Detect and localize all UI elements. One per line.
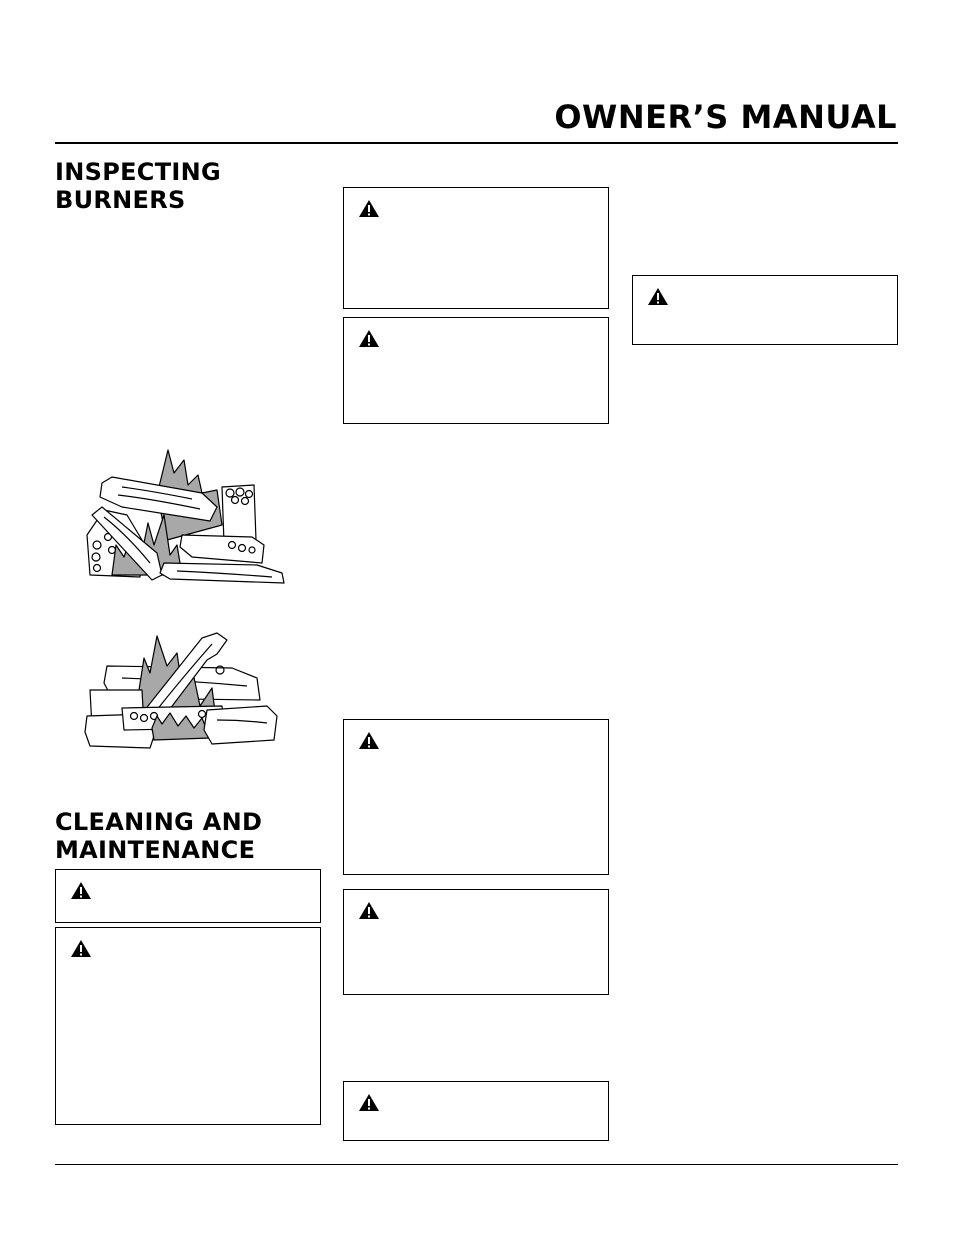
warning-triangle-icon bbox=[358, 329, 380, 348]
footer-rule bbox=[55, 1164, 898, 1165]
warning-box bbox=[343, 317, 609, 424]
warning-triangle-icon bbox=[358, 199, 380, 218]
warning-box bbox=[343, 1081, 609, 1141]
warning-box bbox=[343, 719, 609, 875]
warning-box bbox=[343, 187, 609, 309]
heading-inspecting-burners bbox=[55, 158, 221, 214]
heading-cleaning-maintenance bbox=[55, 808, 262, 864]
warning-triangle-icon bbox=[358, 1093, 380, 1112]
warning-box bbox=[632, 275, 898, 345]
page-title: OWNER’S MANUAL bbox=[554, 98, 897, 136]
heading-line: BURNERS bbox=[55, 186, 186, 214]
warning-triangle-icon bbox=[647, 287, 669, 306]
warning-triangle-icon bbox=[70, 939, 92, 958]
header-rule bbox=[55, 142, 898, 144]
warning-triangle-icon bbox=[358, 901, 380, 920]
log-flame-illustration bbox=[82, 628, 282, 753]
warning-triangle-icon bbox=[70, 881, 92, 900]
warning-box bbox=[55, 869, 321, 923]
warning-triangle-icon bbox=[358, 731, 380, 750]
heading-line: INSPECTING bbox=[55, 158, 221, 186]
heading-line: MAINTENANCE bbox=[55, 836, 256, 864]
warning-box bbox=[343, 889, 609, 995]
warning-box bbox=[55, 927, 321, 1125]
heading-line: CLEANING AND bbox=[55, 808, 263, 836]
log-flame-illustration bbox=[82, 445, 287, 587]
